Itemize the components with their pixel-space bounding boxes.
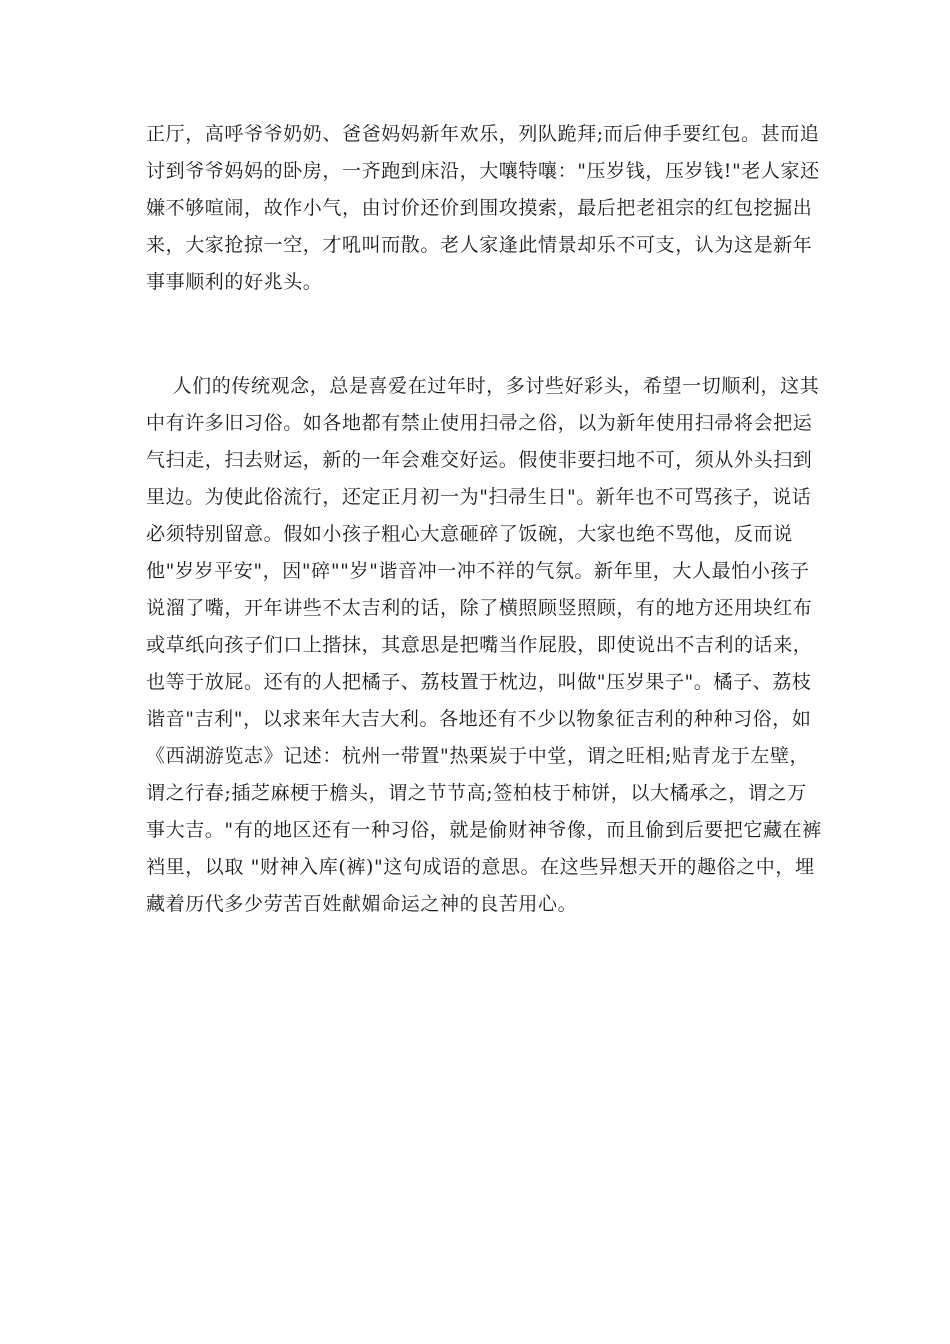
paragraph-line: 气扫走，扫去财运，新的一年会难交好运。假使非要扫地不可，须从外头扫到 — [146, 449, 813, 471]
paragraph-line: 谐音"吉利"，以求来年大吉大利。各地还有不少以物象征吉利的种种习俗，如 — [146, 708, 812, 730]
paragraph-line: 《西湖游览志》记述：杭州一带置"热栗炭于中堂，谓之旺相;贴青龙于左壁， — [146, 745, 810, 767]
paragraph-customs — [146, 368, 822, 923]
paragraph-line: 裆里，以取 "财神入库(裤)"这句成语的意思。在这些异想天开的趣俗之中，埋 — [146, 856, 815, 878]
paragraph-line: 藏着历代多少劳苦百姓献媚命运之神的良苦用心。 — [146, 893, 578, 915]
paragraph-line: 讨到爷爷妈妈的卧房，一齐跑到床沿，大嚷特嚷："压岁钱，压岁钱!"老人家还 — [146, 160, 820, 182]
paragraph-line: 来，大家抢掠一空，才吼叫而散。老人家逢此情景却乐不可支，认为这是新年 — [146, 234, 813, 256]
paragraph-line: 他"岁岁平安"，因"碎""岁"谐音冲一冲不祥的气氛。新年里，大人最怕小孩子 — [146, 560, 810, 582]
paragraph-line: 事大吉。"有的地区还有一种习俗，就是偷财神爷像，而且偷到后要把它藏在裤 — [146, 819, 822, 841]
paragraph-red-envelope — [146, 116, 820, 301]
paragraph-line: 也等于放屁。还有的人把橘子、荔枝置于枕边，叫做"压岁果子"。橘子、荔枝 — [146, 671, 812, 693]
paragraph-line: 必须特别留意。假如小孩子粗心大意砸碎了饭碗，大家也绝不骂他，反而说 — [146, 523, 793, 545]
paragraph-line: 或草纸向孩子们口上揩抹，其意思是把嘴当作屁股，即使说出不吉利的话来， — [146, 634, 813, 656]
paragraph-line: 嫌不够喧闹，故作小气，由讨价还价到围攻摸索，最后把老祖宗的红包挖掘出 — [146, 197, 813, 219]
paragraph-line: 谓之行春;插芝麻梗于檐头，谓之节节高;签柏枝于柿饼，以大橘承之，谓之万 — [146, 782, 807, 804]
paragraph-line: 人们的传统观念，总是喜爱在过年时，多讨些好彩头，希望一切顺利，这其 — [146, 375, 820, 397]
paragraph-line: 事事顺利的好兆头。 — [146, 271, 323, 293]
paragraph-line: 中有许多旧习俗。如各地都有禁止使用扫帚之俗，以为新年使用扫帚将会把运 — [146, 412, 813, 434]
paragraph-line: 里边。为使此俗流行，还定正月初一为"扫帚生日"。新年也不可骂孩子，说话 — [146, 486, 812, 508]
paragraph-line: 正厅，高呼爷爷奶奶、爸爸妈妈新年欢乐，列队跪拜;而后伸手要红包。甚而追 — [146, 123, 820, 145]
paragraph-line: 说溜了嘴，开年讲些不太吉利的话，除了横照顾竖照顾，有的地方还用块红布 — [146, 597, 813, 619]
